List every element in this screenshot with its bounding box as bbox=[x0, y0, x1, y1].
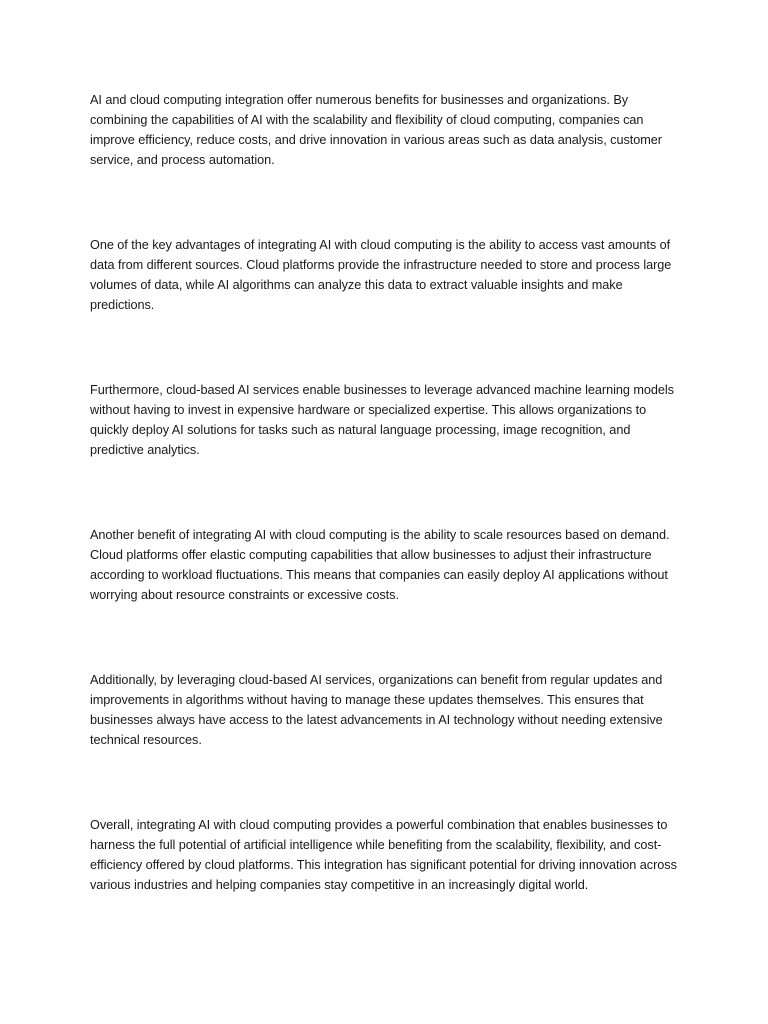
paragraph-6: Overall, integrating AI with cloud computing provides a powerful combination that enables businesses to harness the full potential of artificial intelligence while benefiting from the scalability, flexibility, and cost-efficiency offered by cloud platforms. This integration has significant potential for driving innovation across various industries and helping companies stay competitive in an increasingly digital world. bbox=[90, 818, 677, 892]
paragraph-2: One of the key advantages of integrating AI with cloud computing is the ability to access vast amounts of data from different sources. Cloud platforms provide the infrastructure needed to store and process large volumes of data, while AI algorithms can analyze this data to extract valuable insights and make predictions. bbox=[90, 238, 672, 312]
paragraph-5: Additionally, by leveraging cloud-based AI services, organizations can benefit from regular updates and improvements in algorithms without having to manage these updates themselves. This ensures that businesses always have access to the latest advancements in AI technology without needing extensive technical resources. bbox=[90, 673, 663, 747]
paragraph-3: Furthermore, cloud-based AI services enable businesses to leverage advanced machine learning models without having to invest in expensive hardware or specialized expertise. This allows organizations to quickly deploy AI solutions for tasks such as natural language processing, image recognition, and predictive analytics. bbox=[90, 383, 674, 457]
paragraph-1: AI and cloud computing integration offer numerous benefits for businesses and organizations. By combining the capabilities of AI with the scalability and flexibility of cloud computing, companies can improve efficiency, reduce costs, and drive innovation in various areas such as data analysis, customer service, and process automation. bbox=[90, 93, 662, 167]
paragraph-4: Another benefit of integrating AI with cloud computing is the ability to scale resources based on demand. Cloud platforms offer elastic computing capabilities that allow businesses to adjust their infrastructure according to workload fluctuations. This means that companies can easily deploy AI applications without worrying about resource constraints or excessive costs. bbox=[90, 528, 670, 602]
